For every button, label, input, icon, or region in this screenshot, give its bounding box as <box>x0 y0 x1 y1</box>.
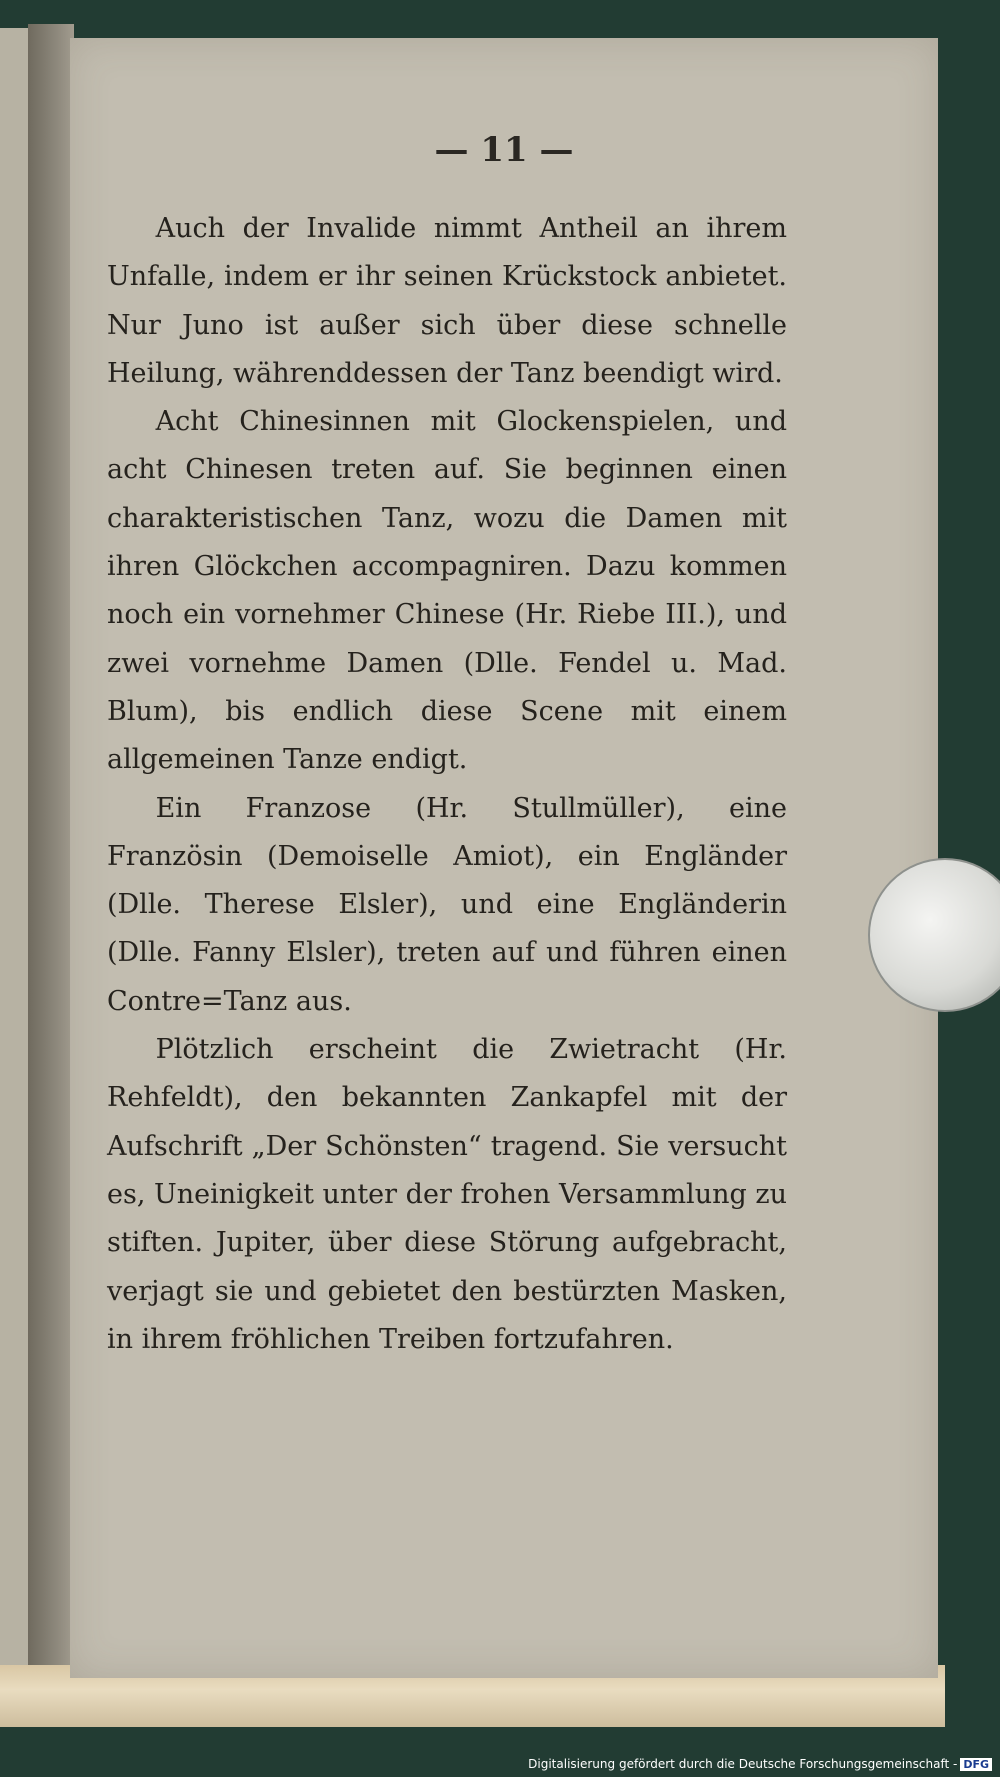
page-body <box>107 205 787 1364</box>
paragraph-1: Auch der Invalide nimmt Antheil an ihrem Unfalle, indem er ihr seinen Krückstock anbietet. Nur Juno ist außer sich über diese schnelle Heilung, währenddessen der Tanz beendigt wird. <box>107 213 787 389</box>
dfg-logo: DFG <box>960 1758 992 1771</box>
book-gutter <box>28 24 74 1684</box>
paragraph-3: Ein Franzose (Hr. Stullmüller), eine Französin (Demoiselle Amiot), ein Engländer (Dlle. Therese Elsler), und eine Engländerin (Dlle. Fanny Elsler), treten auf und führen einen Contre=Tanz aus. <box>107 792 787 1017</box>
paragraph-4: Plötzlich erscheint die Zwietracht (Hr. Rehfeldt), den bekannten Zankapfel mit der Aufschrift „Der Schönsten“ tragend. Sie versucht es, Uneinigkeit unter der frohen Versammlung zu stiften. Jupiter, über diese Störung aufgebracht, verjagt sie und gebietet den bestürzten Masken, in ihrem fröhlichen Treiben fortzufahren. <box>107 1034 787 1355</box>
paragraph-2: Acht Chinesinnen mit Glockenspielen, und acht Chinesen treten auf. Sie beginnen einen charakteristischen Tanz, wozu die Damen mit ihren Glöckchen accompagniren. Dazu kommen noch ein vornehmer Chinese (Hr. Riebe III.), und zwei vornehme Damen (Dlle. Fendel u. Mad. Blum), bis endlich diese Scene mit einem allgemeinen Tanze endigt. <box>107 406 787 776</box>
facing-page-edge <box>0 28 30 1678</box>
credit-text: Digitalisierung gefördert durch die Deutsche Forschungsgemeinschaft - <box>528 1757 958 1771</box>
digitization-credit <box>528 1757 992 1771</box>
page-number-header: — 11 — <box>434 130 574 170</box>
